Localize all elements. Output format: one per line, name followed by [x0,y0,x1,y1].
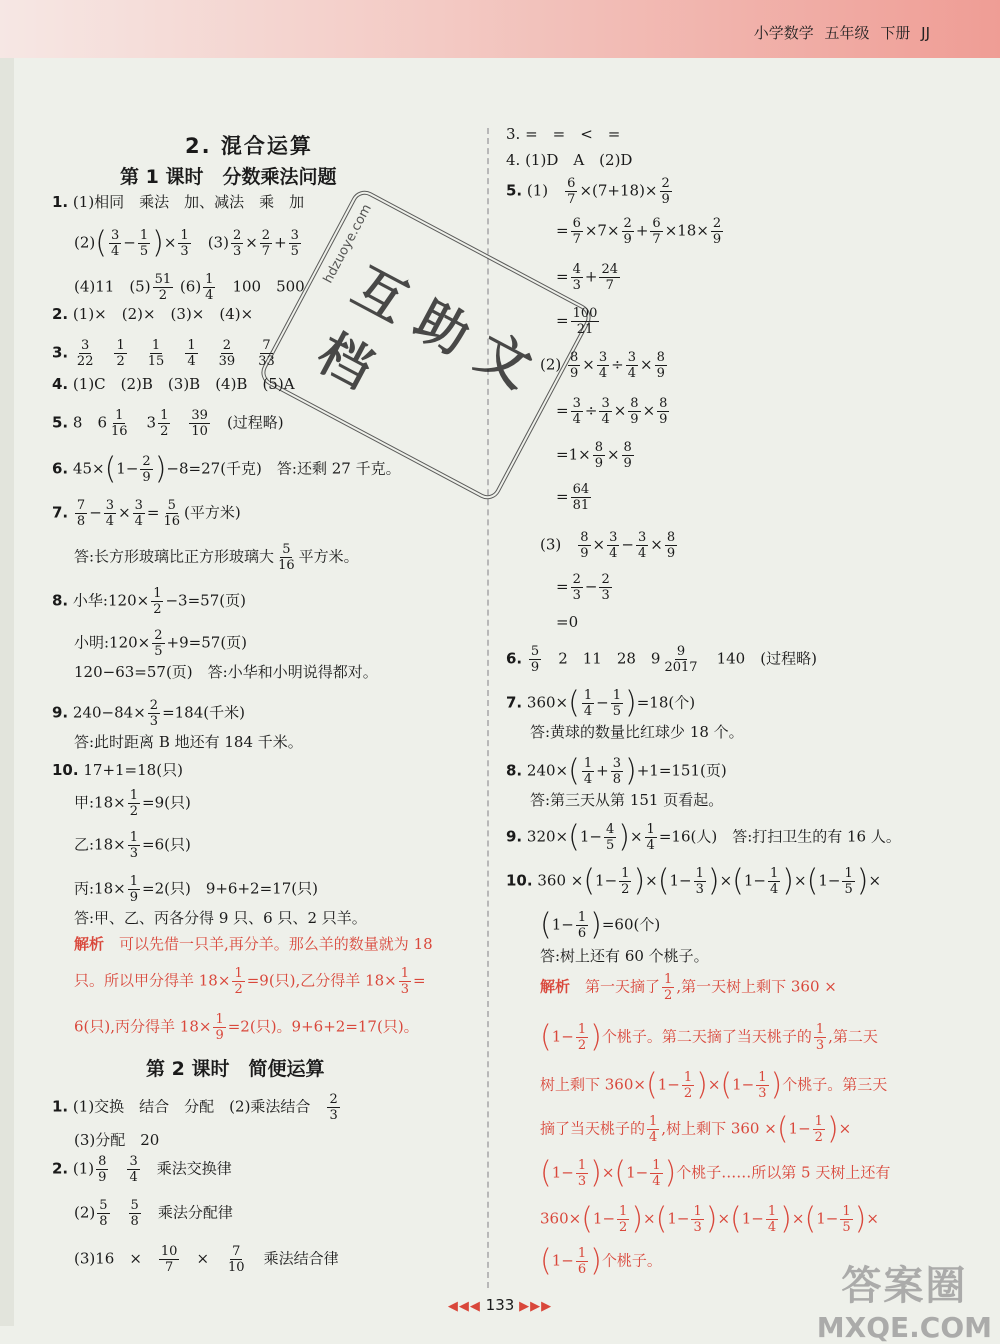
stamp-url: hdzuoye.com [320,201,375,286]
r-answer-5-1b: = $\frac{6}{7}$ ×7× $\frac{2}{9}$ + $\frac{6}{7}$ ×18× $\frac{2}{9}$ [556,216,722,247]
answer-10-reply: 答:甲、乙、丙各分得 9 只、6 只、2 只羊。 [74,909,367,927]
lesson2-title: 第 2 课时 简便运算 [146,1058,325,1080]
section-title: 2. 混合运算 [185,134,313,158]
page-edge [0,58,14,1326]
answer-9: 9. 240−84× $\frac{2}{3}$ =184(千米) [52,698,245,729]
r-answer-5-2d: = $\frac{64}{81}$ [556,482,590,513]
right-analysis-6: 360×(1− $\frac{1}{2}$ )×(1− $\frac{1}{3}$ )×(1− $\frac{1}{4}$ )×(1− $\frac{1}{5}$ )× [540,1201,879,1237]
header-edition: JJ [921,24,930,42]
answer-4: 4. (1)C (2)B (3)B (4)B (5)A [52,375,295,393]
r-answer-9: 9. 320×(1− $\frac{4}{5}$ )× $\frac{1}{4}$ =16(人) 答:打扫卫生的有 16 人。 [506,819,901,855]
answer-5: 5. 8 6 $\frac{1}{16}$ 3 $\frac{1}{2}$ $\frac{39}{10}$ (过程略) [52,408,284,439]
r-answer-8: 8. 240×( $\frac{1}{4}$ + $\frac{3}{8}$ )+1=151(页) [506,753,727,789]
r-answer-5-3c: =0 [556,613,579,631]
answer-3: 3. $\frac{3}{22}$ $\frac{1}{2}$ $\frac{1}{15}$ $\frac{1}{4}$ $\frac{2}{39}$ $\frac{7}{33}$ [52,338,275,369]
lesson1-title: 第 1 课时 分数乘法问题 [120,166,337,188]
left-analysis-1: 解析 可以先借一只羊,再分羊。那么羊的数量就为 18 [74,935,433,953]
r-answer-6: 6. $\frac{5}{9}$ 2 11 28 9 $\frac{9}{2017}$ 140 (过程略) [506,644,817,675]
page-number: 133 [485,1296,515,1314]
r-answer-5-1c: = $\frac{4}{3}$ + $\frac{24}{7}$ [556,262,618,293]
r-answer-5-2c: =1× $\frac{8}{9}$ × $\frac{8}{9}$ [556,440,632,471]
r-answer-5-2: (2) $\frac{8}{9}$ × $\frac{3}{4}$ ÷ $\frac{3}{4}$ × $\frac{8}{9}$ [540,350,665,381]
l2-answer-1-a: 1. (1)交换 结合 分配 (2)乘法结合 $\frac{2}{3}$ [52,1092,338,1123]
answer-10-c: 乙:18× $\frac{1}{3}$ =6(只) [74,830,191,861]
answer-8-a: 8. 小华:120× $\frac{1}{2}$ −3=57(页) [52,586,246,617]
header-grade: 五年级 [824,24,870,42]
answer-1-1: 1. (1)相同 乘法 加、减法 乘 加 [52,193,305,211]
answer-10-a: 10. 17+1=18(只) [52,761,183,779]
l2-answer-1-b: (3)分配 20 [74,1131,160,1149]
r-answer-4: 4. (1)D A (2)D [506,151,633,169]
stamp-text: 互 助 文 档 [307,256,541,401]
r-answer-5-1: 5. (1) $\frac{6}{7}$ ×(7+18)× $\frac{2}{9}$ [506,176,670,207]
r-answer-5-1d: = $\frac{100}{21}$ [556,306,598,337]
answer-7: 7. $\frac{7}{8}$ − $\frac{3}{4}$ × $\frac{3}{4}$ = $\frac{5}{16}$ (平方米) [52,498,241,529]
right-analysis-3: 树上剩下 360×(1− $\frac{1}{2}$ )×(1− $\frac{1}{3}$ )个桃子。第三天 [540,1067,888,1103]
r-answer-5-3b: = $\frac{2}{3}$ − $\frac{2}{3}$ [556,572,610,603]
r-answer-10: 10. 360 ×(1− $\frac{1}{2}$ )×(1− $\frac{1}{3}$ )×(1− $\frac{1}{4}$ )×(1− $\frac{1}{5}$ )× [506,863,882,899]
answer-10-d: 丙:18× $\frac{1}{9}$ =2(只) 9+6+2=17(只) [74,874,318,905]
header-term: 下册 [880,24,911,42]
answer-9-reply: 答:此时距离 B 地还有 184 千米。 [74,733,303,751]
watermark-title: 答案圈 [841,1263,968,1309]
r-answer-7: 7. 360×( $\frac{1}{4}$ − $\frac{1}{5}$ )=18(个) [506,685,696,721]
answer-8-c: 120−63=57(页) 答:小华和小明说得都对。 [74,663,378,681]
right-analysis-5: (1− $\frac{1}{3}$ )×(1− $\frac{1}{4}$ )个桃子……所以第 5 天树上还有 [540,1155,891,1191]
right-analysis-2: (1− $\frac{1}{2}$ )个桃子。第二天摘了当天桃子的 $\frac{1}{3}$ ,第二天 [540,1019,878,1055]
answer-10-b: 甲:18× $\frac{1}{2}$ =9(只) [74,788,191,819]
prev-arrows-icon[interactable]: ◀◀◀ [447,1299,481,1314]
answer-6: 6. 45×(1− $\frac{2}{9}$ )−8=27(千克) 答:还剩 27 千克。 [52,451,401,487]
l2-answer-2-a: 2. (1) $\frac{8}{9}$ $\frac{3}{4}$ 乘法交换律 [52,1154,232,1185]
right-analysis-4: 摘了当天桃子的 $\frac{1}{4}$ ,树上剩下 360 ×(1− $\frac{1}{2}$ )× [540,1111,852,1147]
next-arrows-icon[interactable]: ▶▶▶ [519,1299,553,1314]
l2-answer-2-c: (3)16 × $\frac{10}{7}$ × $\frac{7}{10}$ 乘法结合律 [74,1244,339,1275]
right-analysis-7: (1− $\frac{1}{6}$ )个桃子。 [540,1243,662,1279]
right-analysis-1: 解析 第一天摘了 $\frac{1}{2}$ ,第一天树上剩下 360 × [540,972,837,1003]
answer-2: 2. (1)× (2)× (3)× (4)× [52,305,254,323]
answer-8-b: 小明:120× $\frac{2}{5}$ +9=57(页) [74,628,248,659]
answer-7-reply: 答:长方形玻璃比正方形玻璃大 $\frac{5}{16}$ 平方米。 [74,542,359,573]
answer-1-4: (4)11 (5) $\frac{51}{2}$ (6) $\frac{1}{4}$ 100 500 [74,272,305,303]
header-subject: 小学数学 [753,24,814,42]
header-text [754,22,930,43]
l2-answer-2-b: (2) $\frac{5}{8}$ $\frac{5}{8}$ 乘法分配律 [74,1198,233,1229]
r-answer-10-reply: 答:树上还有 60 个桃子。 [540,947,709,965]
r-answer-3: 3. = = < = [506,125,621,143]
r-answer-5-3: (3) $\frac{8}{9}$ × $\frac{3}{4}$ − $\frac{3}{4}$ × $\frac{8}{9}$ [540,530,676,561]
r-answer-8-reply: 答:第三天从第 151 页看起。 [530,791,724,809]
left-analysis-3: 6(只),丙分得羊 18× $\frac{1}{9}$ =2(只)。9+6+2=17(只)。 [74,1012,419,1043]
answer-1-2: (2)( $\frac{3}{4}$ − $\frac{1}{5}$ )× $\frac{1}{3}$ (3) $\frac{2}{3}$ × $\frac{2}{7}$ + $\frac{3}{5}$ [74,225,299,261]
watermark-url: MXQE.COM [816,1311,992,1344]
r-answer-10-b: (1− $\frac{1}{6}$ )=60(个) [540,907,661,943]
left-analysis-2: 只。所以甲分得羊 18× $\frac{1}{2}$ =9(只),乙分得羊 18× $\frac{1}{3}$ = [74,966,426,997]
r-answer-5-2b: = $\frac{3}{4}$ ÷ $\frac{3}{4}$ × $\frac{8}{9}$ × $\frac{8}{9}$ [556,396,668,427]
page-footer [0,1296,1000,1314]
r-answer-7-reply: 答:黄球的数量比红球少 18 个。 [530,723,744,741]
